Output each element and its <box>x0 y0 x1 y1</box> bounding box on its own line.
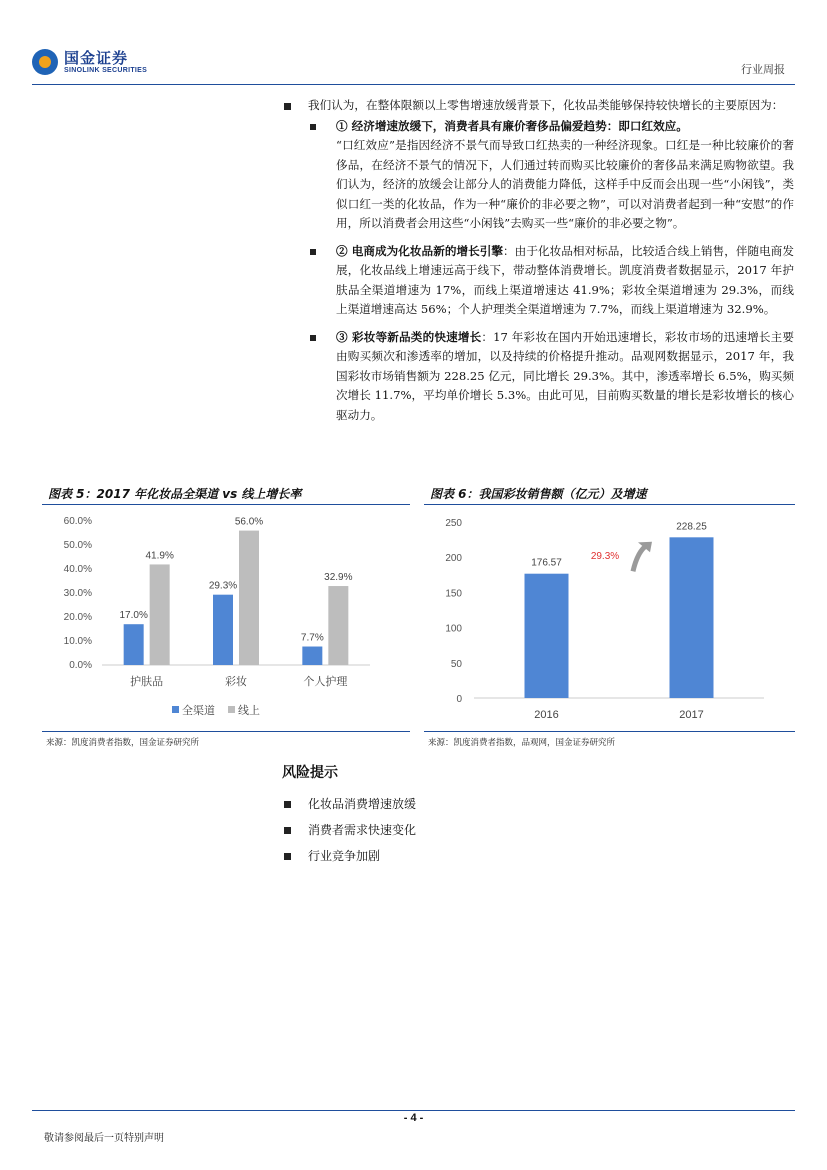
bar-线上 <box>150 564 170 665</box>
data-label: 228.25 <box>676 521 707 533</box>
footer-divider <box>32 1110 795 1111</box>
x-tick-label: 2017 <box>679 709 704 721</box>
bullet-square-icon <box>284 103 291 110</box>
bar <box>670 537 714 698</box>
risk-list <box>282 795 682 873</box>
main-content <box>282 96 794 425</box>
risk-item <box>282 847 682 873</box>
x-tick-label: 护肤品 <box>130 676 164 688</box>
y-tick-label: 60.0% <box>63 516 92 527</box>
bullet-square-icon <box>284 853 291 860</box>
legend-label: 线上 <box>238 705 260 717</box>
data-label: 17.0% <box>119 610 148 622</box>
figure6-title: 图表 6：我国彩妆销售额（亿元）及增速 <box>430 487 647 501</box>
reason-item-3 <box>282 328 794 426</box>
bar-线上 <box>239 531 259 665</box>
figure6-divider <box>424 504 795 505</box>
bar <box>525 574 569 698</box>
y-tick-label: 0.0% <box>69 660 92 671</box>
reason-title: ③ 彩妆等新品类的快速增长 <box>336 329 482 344</box>
footer-disclaimer: 敬请参阅最后一页特别声明 <box>44 1133 164 1144</box>
bullet-square-icon <box>310 335 316 341</box>
legend-swatch <box>228 706 235 713</box>
reason-item-1 <box>282 117 794 234</box>
reason-item-2 <box>282 242 794 320</box>
page-number: - 4 - <box>403 1112 424 1124</box>
legend-swatch <box>172 706 179 713</box>
y-tick-label: 0 <box>456 694 462 705</box>
figure5-divider <box>42 504 410 505</box>
y-tick-label: 150 <box>445 588 462 600</box>
report-type: 行业周报 <box>741 63 785 76</box>
intro-text: 我们认为，在整体限额以上零售增速放缓背景下，化妆品类能够保持较快增长的主要原因为： <box>308 98 784 112</box>
bullet-square-icon <box>310 124 316 130</box>
y-tick-label: 50.0% <box>63 540 92 551</box>
data-label: 7.7% <box>300 632 324 644</box>
y-tick-label: 50 <box>450 658 462 670</box>
reason-title: ② 电商成为化妆品新的增长引擎 <box>336 243 504 258</box>
reason-text: ：由于化妆品相对标品，比较适合线上销售，伴随电商发展，化妆品线上增速远高于线下，带动整体消费增长。凯度消费者数据显示，2017 年护肤品全渠道增速为 17%，而线上渠道增速达 41.9%；彩妆全渠道增速为 29.3%，而线上渠道增速高达 56%；个人护理类全渠道增速为 7.7%，而线上渠道增速为 32.9%。 <box>336 243 794 316</box>
y-tick-label: 100 <box>445 623 462 635</box>
bar-线上 <box>328 586 348 665</box>
risk-item <box>282 795 682 821</box>
y-tick-label: 10.0% <box>63 636 92 647</box>
x-tick-label: 2016 <box>534 709 559 721</box>
risk-section-title: 风险提示 <box>282 765 338 781</box>
data-label: 32.9% <box>324 572 353 584</box>
reason-title: ① 经济增速放缓下，消费者具有廉价奢侈品偏爱趋势：即口红效应。 <box>336 118 688 133</box>
logo-name-cn: 国金证券 <box>64 49 129 67</box>
figure5-chart <box>42 506 410 730</box>
figure6-bottom-divider <box>424 731 795 732</box>
y-tick-label: 40.0% <box>63 564 92 575</box>
growth-annotation: 29.3% <box>590 551 620 563</box>
figure5-bottom-divider <box>42 731 410 732</box>
figure6-chart <box>424 506 795 730</box>
y-tick-label: 20.0% <box>63 612 92 623</box>
page-header <box>32 40 795 85</box>
figure5-title: 图表 5：2017 年化妆品全渠道 vs 线上增长率 <box>48 487 302 501</box>
bar-全渠道 <box>213 595 233 665</box>
bar-全渠道 <box>302 647 322 665</box>
intro-paragraph <box>282 96 794 116</box>
company-logo <box>32 47 192 81</box>
data-label: 176.57 <box>531 557 562 569</box>
y-tick-label: 30.0% <box>63 588 92 599</box>
risk-item-text: 消费者需求快速变化 <box>308 823 417 837</box>
bar-全渠道 <box>124 624 144 665</box>
growth-arrow-icon <box>633 547 645 572</box>
figure5-source: 来源：凯度消费者指数，国金证券研究所 <box>46 738 200 748</box>
reason-text: “口红效应”是指因经济不景气而导致口红热卖的一种经济现象。口红是一种比较廉价的奢侈品，在经济不景气的情况下，人们通过转而购买比较廉价的奢侈品来满足购物欲望。我们认为，经济的放缓会让部分人的消费能力降低，这样手中反而会出现一些“小闲钱”，类似口红一类的化妆品，作为一种“廉价的非必要之物”，可以对消费者起到一种“安慰”的作用，所以消费者会用这些“小闲钱”去购买一些“廉价的非必要之物”。 <box>336 138 794 230</box>
legend-label: 全渠道 <box>182 705 215 717</box>
x-tick-label: 个人护理 <box>303 676 348 688</box>
data-label: 56.0% <box>234 516 264 528</box>
bullet-square-icon <box>284 827 291 834</box>
data-label: 29.3% <box>208 580 238 592</box>
header-divider <box>32 84 795 85</box>
logo-mark-icon <box>32 49 58 75</box>
logo-name-en: SINOLINK SECURITIES <box>64 67 148 74</box>
bullet-square-icon <box>284 801 291 808</box>
x-tick-label: 彩妆 <box>225 676 247 688</box>
risk-item-text: 化妆品消费增速放缓 <box>308 797 417 811</box>
risk-item <box>282 821 682 847</box>
data-label: 41.9% <box>145 550 174 562</box>
bullet-square-icon <box>310 249 316 255</box>
y-tick-label: 250 <box>445 518 462 529</box>
y-tick-label: 200 <box>445 553 462 565</box>
figure6-source: 来源：凯度消费者指数，品观网，国金证券研究所 <box>428 738 616 748</box>
risk-item-text: 行业竞争加剧 <box>308 849 381 863</box>
reason-text: ：17 年彩妆在国内开始迅速增长，彩妆市场的迅速增长主要由购买频次和渗透率的增加，以及持续的价格提升推动。品观网数据显示，2017 年，我国彩妆市场销售额为 228.25 亿元，同比增长 29.3%。其中，渗透率增长 6.5%，购买频次增长 11.7%，平均单价增长 5.3%。由此可见，目前购买数量的增长是彩妆增长的核心驱动力。 <box>336 329 794 422</box>
